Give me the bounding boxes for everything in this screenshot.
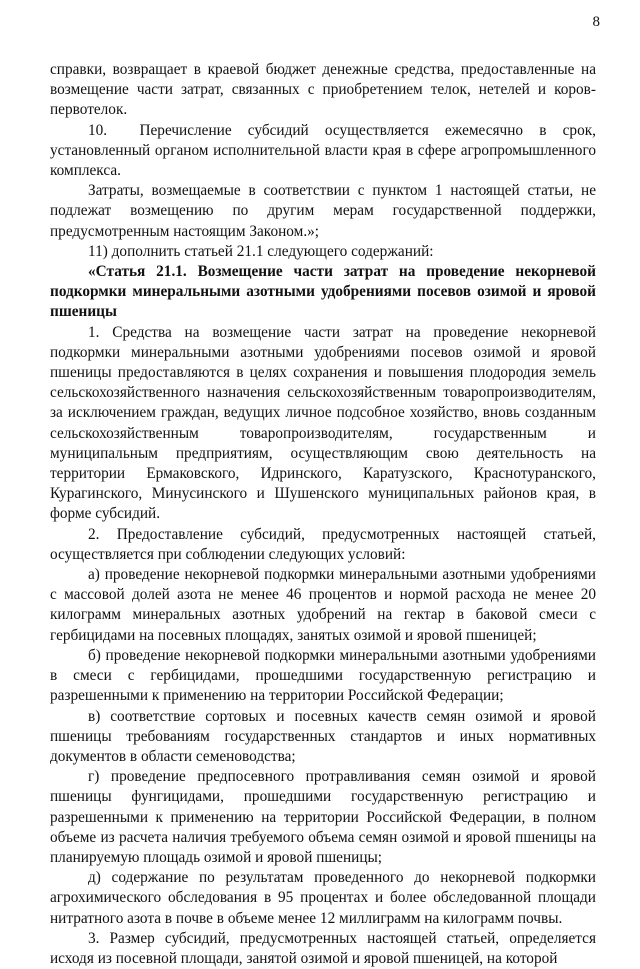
paragraph: г) проведение предпосевного протравливания семян озимой и яровой пшеницы фунгицидами, прошедшими государственную регистрацию и разрешенными к применению на территории Российской Федерации, в полном объеме из расчета наличия требуемого объема семян озимой и яровой пшеницы на планируемую площадь озимой и яровой пшеницы;: [50, 768, 596, 866]
document-body: [50, 60, 596, 969]
paragraph: в) соответствие сортовых и посевных качеств семян озимой и яровой пшеницы требованиям государственных стандартов и иных нормативных документов в области семеноводства;: [50, 707, 596, 765]
paragraph: д) содержание по результатам проведенного до некорневой подкормки агрохимического обследования в 95 процентах и более обследованной площади нитратного азота в почве в объеме менее 12 миллиграмм на килограмм почвы.: [50, 869, 596, 927]
paragraph: а) проведение некорневой подкормки минеральными азотными удобрениями с массовой долей азота не менее 46 процентов и нормой расхода не менее 20 килограмм минеральных азотных удобрений на гектар в баковой смеси с гербицидами на посевных площадях, занятых озимой и яровой пшеницей;: [50, 566, 596, 644]
paragraph: 10. Перечисление субсидий осуществляется ежемесячно в срок, установленный органом исполнительной власти края в сфере агропромышленного комплекса.: [50, 121, 596, 180]
paragraph: б) проведение некорневой подкормки минеральными азотными удобрениями в смеси с гербицидами, прошедшими государственную регистрацию и разрешенными к применению на территории Российской Федерации;: [50, 646, 596, 705]
page-number: 8: [592, 14, 600, 30]
paragraph: 2. Предоставление субсидий, предусмотренных настоящей статьей, осуществляется при соблюдении следующих условий:: [50, 525, 596, 563]
paragraph: 11) дополнить статьей 21.1 следующего содержаний:: [88, 242, 434, 260]
paragraph: 1. Средства на возмещение части затрат на проведение некорневой подкормки минеральными азотными удобрениями посевов озимой и яровой пшеницы предоставляются в целях сохранения и повышения плодородия земель сельскохозяйственного назначения сельскохозяйственным товаропроизводителям, за исключением граждан, ведущих личное подсобное хозяйство, вновь созданным сельскохозяйственным товаропроизводителям, государственным и муниципальным предприятиям, осуществляющим свою деятельность на территории Ермаковского, Идринского, Каратузского, Краснотуранского, Курагинского, Минусинского и Шушенского муниципальных районов края, в форме субсидий.: [50, 323, 596, 523]
paragraph: справки, возвращает в краевой бюджет денежные средства, предоставленные на возмещение части затрат, связанных с приобретением телок, нетелей и коров-первотелок.: [50, 61, 596, 119]
paragraph: 3. Размер субсидий, предусмотренных настоящей статьей, определяется исходя из посевной площади, занятой озимой и яровой пшеницей, на которой: [50, 929, 596, 967]
article-heading: «Статья 21.1. Возмещение части затрат на проведение некорневой подкормки минеральными азотными удобрениями посевов озимой и яровой пшеницы: [50, 263, 596, 321]
paragraph: Затраты, возмещаемые в соответствии с пунктом 1 настоящей статьи, не подлежат возмещению по другим мерам государственной поддержки, предусмотренным настоящим Законом.»;: [50, 182, 596, 240]
